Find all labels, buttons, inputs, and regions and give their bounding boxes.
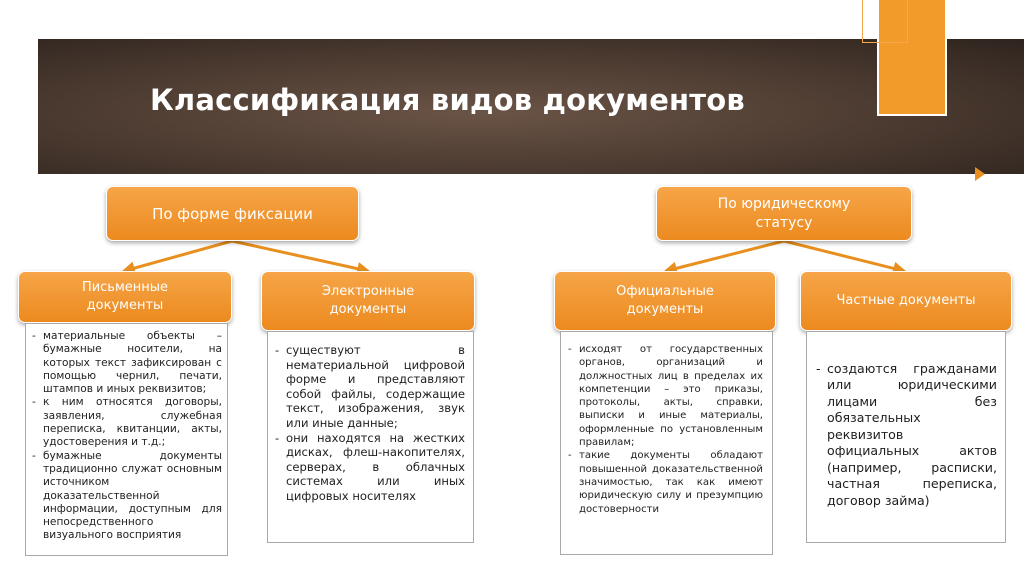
list-item: - к ним относятся договоры, заявления, служебная переписка, квитанции, акты, удостоверения и т.д.; — [31, 396, 222, 449]
arrow-icon — [975, 167, 985, 181]
list-item: - такие документы обладают повышенной доказательственной значимостью, так как имеют юридическую силу и презумпцию достоверности — [567, 449, 763, 515]
accent-outline — [862, 0, 908, 43]
group-label: По форме фиксации — [152, 204, 313, 223]
category-label: Официальные — [616, 284, 714, 299]
arrow-to-private — [784, 241, 904, 271]
written-documents-details — [25, 323, 228, 556]
group-form-of-fixation — [106, 186, 359, 241]
list-item: - они находятся на жестких дисках, флеш-накопителях, серверах, в облачных системах или иных цифровых носителях — [274, 431, 465, 504]
category-written-documents — [18, 271, 232, 323]
page-title: Классификация видов документов — [150, 83, 745, 117]
arrow-to-written — [124, 241, 232, 271]
group-legal-status — [656, 186, 912, 241]
category-electronic-documents — [261, 271, 475, 331]
list-item: - существуют в нематериальной цифровой форме и представляют собой файлы, содержащие текст, изображения, звук или иные данные; — [274, 343, 465, 431]
electronic-documents-details — [267, 331, 474, 543]
official-documents-details — [560, 331, 773, 555]
category-label: Частные документы — [836, 293, 976, 308]
arrow-to-electronic — [232, 241, 368, 271]
category-label: документы — [626, 302, 704, 317]
category-label: Электронные — [321, 284, 415, 299]
arrow-to-official — [666, 241, 784, 271]
category-label: Письменные — [81, 280, 169, 295]
category-label: документы — [86, 298, 164, 313]
category-official-documents — [554, 271, 776, 331]
list-item: - бумажные документы традиционно служат основным источником доказательственной информации, доступным для непосредственного визуального восприятия — [31, 450, 222, 543]
list-item: - создаются гражданами или юридическими лицами без обязательных реквизитов официальных актов (например, расписки, частная переписка, договор займа) — [815, 361, 997, 510]
category-label: документы — [329, 302, 407, 317]
group-label: По юридическому — [717, 195, 851, 212]
private-documents-details — [806, 331, 1006, 543]
list-item: - материальные объекты – бумажные носители, на которых текст зафиксирован с помощью чернил, печати, штампов и иных реквизитов; — [31, 330, 222, 396]
group-label: статусу — [755, 214, 813, 231]
category-private-documents — [800, 271, 1012, 331]
list-item: - исходят от государственных органов, организаций и должностных лиц в пределах их компетенции – это приказы, протоколы, акты, справки, выписки и иные материалы, оформленные по установленным правилам; — [567, 343, 763, 449]
